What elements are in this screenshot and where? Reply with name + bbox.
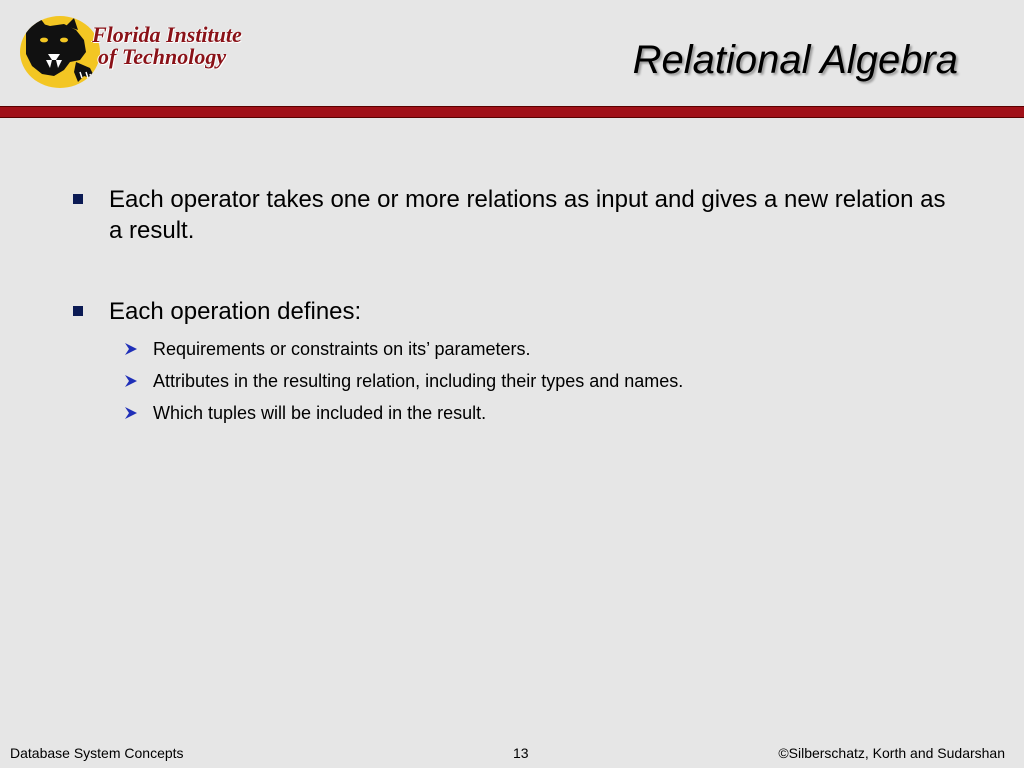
logo-line-1: Florida Institute — [92, 22, 242, 47]
sub-bullet-item — [70, 333, 950, 365]
sub-bullet-text: Which tuples will be included in the result. — [153, 403, 487, 423]
bullet-item — [70, 296, 950, 327]
footer-page-number: 13 — [513, 745, 529, 761]
sub-bullet-text: Attributes in the resulting relation, including their types and names. — [153, 371, 684, 391]
bullet-item — [70, 184, 950, 246]
arrowhead-bullet-icon — [124, 406, 138, 420]
title-divider-bar — [0, 106, 1024, 118]
panther-icon — [20, 16, 100, 88]
bullet-text: Each operation defines: — [109, 298, 362, 325]
square-bullet-icon — [73, 194, 83, 204]
logo-line-2: of Technology — [98, 44, 227, 69]
sub-bullet-item — [70, 397, 950, 429]
arrowhead-bullet-icon — [124, 374, 138, 388]
footer-copyright: ©Silberschatz, Korth and Sudarshan — [778, 745, 1005, 761]
square-bullet-icon — [73, 306, 83, 316]
logo-wordmark — [92, 24, 242, 68]
slide-content — [70, 184, 950, 429]
sub-bullet-list — [70, 333, 950, 429]
bullet-text: Each operator takes one or more relations as input and gives a new relation as a result. — [109, 186, 946, 244]
arrowhead-bullet-icon — [124, 342, 138, 356]
logo-seal — [20, 16, 100, 88]
sub-bullet-text: Requirements or constraints on its’ parameters. — [153, 339, 531, 359]
sub-bullet-item — [70, 365, 950, 397]
fit-logo — [18, 14, 258, 90]
slide-title: Relational Algebra — [632, 38, 958, 82]
footer-course-title: Database System Concepts — [10, 745, 184, 761]
